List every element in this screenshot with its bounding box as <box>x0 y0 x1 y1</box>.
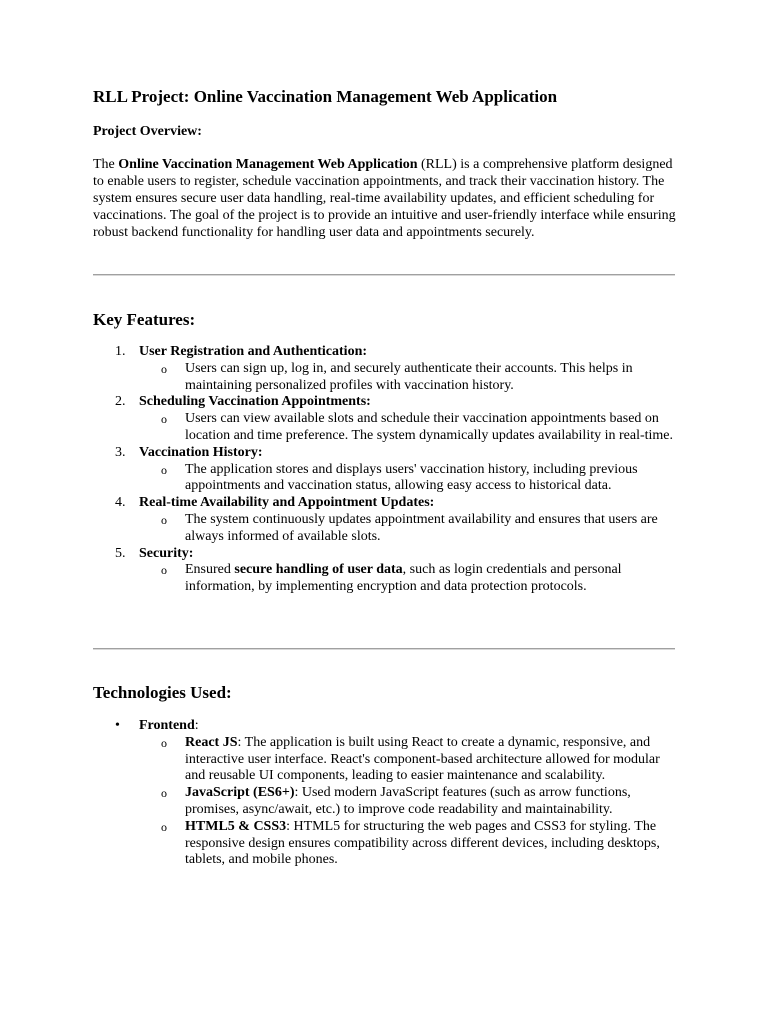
overview-app-name: Online Vaccination Management Web Application <box>118 157 418 172</box>
tech-item-text: : The application is built using React to create a dynamic, responsive, and interactive user interface. React's component-based architecture allowed for modular and reusable UI components, leading to easier maintenance and scalability. <box>185 734 660 784</box>
technologies-list <box>93 718 683 869</box>
tech-item-text: : Used modern JavaScript features (such as arrow functions, promises, async/await, etc.) to improve code readability and maintainability. <box>185 785 631 817</box>
feature-item <box>93 394 683 411</box>
feature-item <box>93 495 683 512</box>
tech-item <box>93 735 683 785</box>
feature-title: User Registration and Authentication: <box>139 344 368 359</box>
tech-category-colon: : <box>194 718 199 733</box>
feature-title: Security: <box>139 545 194 561</box>
overview-paragraph <box>93 156 678 241</box>
bullet-icon: • <box>115 718 120 733</box>
feature-title: Scheduling Vaccination Appointments: <box>139 394 371 410</box>
feature-detail-pre: Ensured <box>185 562 235 578</box>
sub-bullet-icon: o <box>161 512 167 527</box>
overview-heading: Project Overview: <box>93 124 202 139</box>
tech-item <box>93 785 683 819</box>
feature-detail-bold: secure handling of user data <box>234 562 403 578</box>
tech-item-name: React JS <box>185 734 238 750</box>
sub-bullet-icon: o <box>161 563 167 578</box>
tech-item-name: JavaScript (ES6+) <box>185 785 295 801</box>
tech-category <box>93 718 683 735</box>
feature-item <box>93 344 683 361</box>
feature-item <box>93 445 683 462</box>
overview-body: (RLL) is a comprehensive platform designed to enable users to register, schedule vaccination appointments, and track their vaccination history. The system ensures secure user data handling, real-time availability updates, and efficient scheduling for vaccinations. The goal of the project is to provide an intuitive and user-friendly interface while ensuring robust backend functionality for handling user data and appointments securely. <box>93 157 676 240</box>
horizontal-divider <box>93 648 675 650</box>
tech-category-label: Frontend <box>139 718 195 733</box>
feature-number: 5. <box>115 545 126 561</box>
sub-bullet-icon: o <box>161 361 167 376</box>
feature-number: 2. <box>115 394 126 410</box>
feature-number: 1. <box>115 344 126 359</box>
feature-item <box>93 546 683 563</box>
tech-item-text: : HTML5 for structuring the web pages and CSS3 for styling. The responsive design ensures compatibility across different devices, including desktops, tablets, and mobile phones. <box>185 818 660 868</box>
feature-detail <box>93 361 683 395</box>
feature-title: Real-time Availability and Appointment Updates: <box>139 495 435 511</box>
feature-title: Vaccination History: <box>139 444 263 460</box>
sub-bullet-icon: o <box>161 786 167 801</box>
tech-item <box>93 819 683 869</box>
sub-bullet-icon: o <box>161 462 167 477</box>
feature-number: 4. <box>115 495 126 511</box>
feature-detail <box>93 462 683 496</box>
document-title: RLL Project: Online Vaccination Management Web Application <box>93 87 558 106</box>
key-features-list <box>93 344 683 596</box>
feature-detail-text: Users can view available slots and schedule their vaccination appointments based on location and time preference. The system dynamically updates availability in real-time. <box>185 411 674 443</box>
tech-item-name: HTML5 & CSS3 <box>185 818 287 834</box>
overview-intro: The <box>93 157 119 172</box>
feature-detail <box>93 512 683 546</box>
feature-number: 3. <box>115 444 126 460</box>
sub-bullet-icon: o <box>161 819 167 834</box>
feature-detail-text: Users can sign up, log in, and securely authenticate their accounts. This helps in maintaining personalized profiles with vaccination history. <box>185 360 633 393</box>
sub-bullet-icon: o <box>161 412 167 427</box>
horizontal-divider <box>93 274 675 276</box>
feature-detail-text: The application stores and displays users' vaccination history, including previous appointments and vaccination status, allowing easy access to historical data. <box>185 461 638 494</box>
key-features-heading: Key Features: <box>93 310 196 329</box>
technologies-heading: Technologies Used: <box>93 683 232 702</box>
feature-detail-text: The system continuously updates appointment availability and ensures that users are always informed of available slots. <box>185 511 658 544</box>
feature-detail-post: , such as login credentials and personal information, by implementing encryption and data protection protocols. <box>185 562 622 595</box>
feature-detail <box>93 562 683 596</box>
sub-bullet-icon: o <box>161 735 167 750</box>
feature-detail <box>93 411 683 445</box>
